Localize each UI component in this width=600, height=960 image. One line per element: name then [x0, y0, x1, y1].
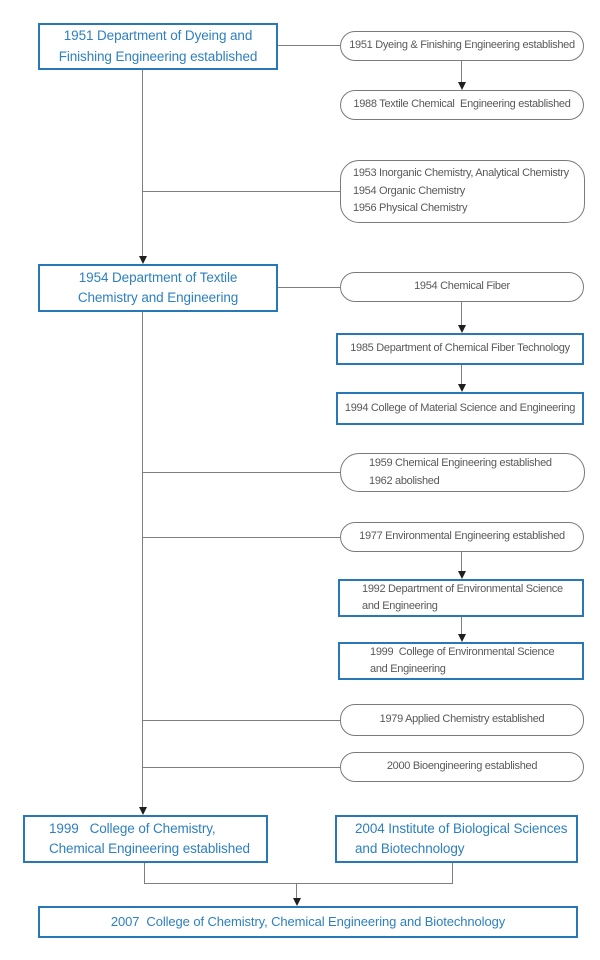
arrowhead-down-icon — [458, 634, 466, 642]
node-1999-college-chemistry — [23, 815, 268, 863]
connector-line — [461, 302, 462, 325]
connector-line — [142, 191, 340, 192]
connector-line — [144, 883, 453, 884]
node-text-line: 1999 College of Environmental Science — [370, 645, 555, 658]
arrowhead-down-icon — [458, 384, 466, 392]
node-text-line: 2004 Institute of Biological Sciences — [355, 820, 568, 836]
node-2007-college-merged — [38, 906, 578, 938]
connector-line — [296, 883, 297, 898]
node-1953-chemistry-programs — [340, 160, 585, 223]
node-text-line: 2007 College of Chemistry, Chemical Engineering and Biotechnology — [110, 914, 506, 930]
node-text-line: 1951 Dyeing & Finishing Engineering established — [349, 39, 575, 52]
node-1979-applied-chemistry — [340, 704, 584, 736]
node-text-line: 2000 Bioengineering established — [386, 760, 538, 773]
node-text-line: 1985 Department of Chemical Fiber Technology — [350, 342, 570, 355]
node-1985-chemical-fiber-dept — [336, 333, 584, 365]
node-text-line: and Engineering — [362, 600, 438, 612]
node-1951-dyeing-established — [340, 31, 584, 61]
connector-line — [461, 617, 462, 634]
connector-line — [452, 863, 453, 883]
node-text-line: 1953 Inorganic Chemistry, Analytical Chemistry — [353, 167, 569, 180]
node-text-line: 1992 Department of Environmental Science — [362, 582, 563, 595]
connector-line — [142, 472, 340, 473]
connector-line — [142, 312, 143, 807]
node-text-line: 1999 College of Chemistry, — [49, 820, 216, 836]
connector-line — [461, 552, 462, 571]
connector-line — [142, 70, 143, 256]
node-text-line: and Engineering — [370, 663, 446, 675]
node-text-line: 1962 abolished — [369, 474, 440, 487]
node-text-line: 1988 Textile Chemical Engineering established — [353, 98, 571, 111]
connector-line — [142, 537, 340, 538]
node-1951-dyeing-finishing-dept — [38, 23, 278, 70]
node-1954-textile-chemistry-dept — [38, 264, 278, 312]
arrowhead-down-icon — [293, 898, 301, 906]
node-text-line: 1956 Physical Chemistry — [353, 202, 468, 215]
arrowhead-down-icon — [458, 571, 466, 579]
node-text-line: 1979 Applied Chemistry established — [379, 713, 545, 726]
node-1977-environmental-engineering — [340, 522, 584, 552]
node-text-line: 1959 Chemical Engineering established — [369, 456, 552, 469]
connector-line — [461, 365, 462, 384]
arrowhead-down-icon — [458, 82, 466, 90]
node-1954-chemical-fiber — [340, 272, 584, 302]
node-text-line: 1951 Department of Dyeing and — [63, 28, 253, 44]
arrowhead-down-icon — [139, 256, 147, 264]
node-2004-institute-biological — [335, 815, 578, 863]
node-text-line: Finishing Engineering established — [58, 48, 258, 64]
node-text-line: 1977 Environmental Engineering established — [359, 530, 565, 543]
node-text-line: 1994 College of Material Science and Engineering — [344, 401, 576, 414]
connector-line — [278, 45, 340, 46]
connector-line — [278, 287, 340, 288]
connector-line — [461, 61, 462, 82]
node-text-line: 1954 Department of Textile — [78, 269, 238, 285]
node-1959-chemical-engineering — [340, 453, 585, 492]
node-text-line: Chemistry and Engineering — [77, 290, 239, 305]
node-1988-textile-chemical — [340, 90, 584, 120]
node-text-line: 1954 Chemical Fiber — [414, 280, 510, 293]
node-1992-environmental-dept — [338, 579, 584, 617]
node-1994-material-science-college — [336, 392, 584, 425]
arrowhead-down-icon — [139, 807, 147, 815]
connector-line — [144, 863, 145, 883]
arrowhead-down-icon — [458, 325, 466, 333]
connector-line — [142, 720, 340, 721]
node-2000-bioengineering — [340, 752, 584, 782]
node-text-line: Chemical Engineering established — [49, 841, 250, 856]
node-text-line: 1954 Organic Chemistry — [353, 184, 466, 197]
connector-line — [142, 767, 340, 768]
node-1999-environmental-college — [338, 642, 584, 680]
node-text-line: and Biotechnology — [355, 841, 465, 856]
